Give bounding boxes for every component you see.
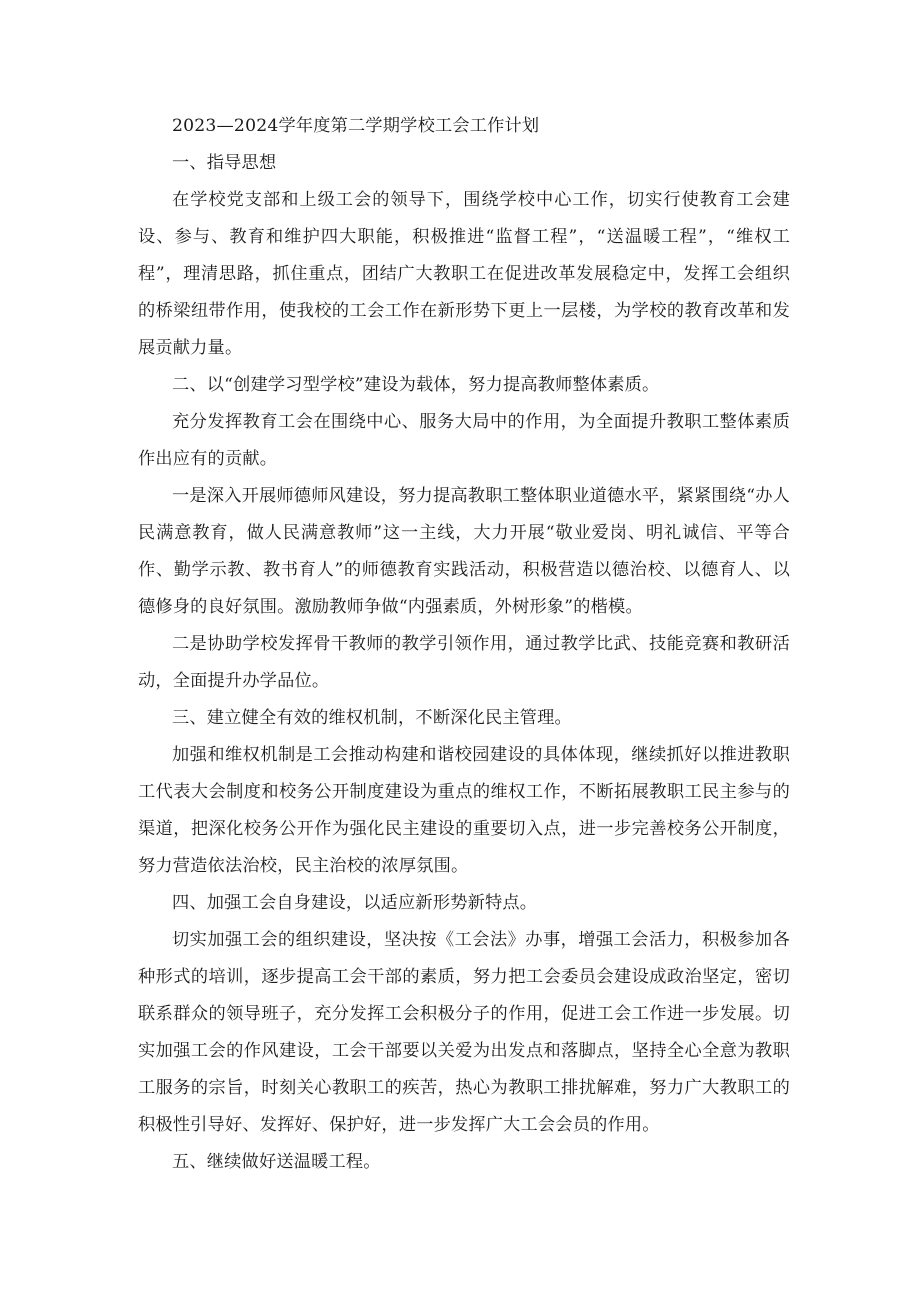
document-body — [138, 108, 790, 1181]
section-heading-warmth-project: 五、继续做好送温暖工程。 — [172, 1152, 381, 1172]
paragraph: 在学校党支部和上级工会的领导下，围绕学校中心工作，切实行使教育工会建设、参与、教育和维护四大职能，积极推进“监督工程”，“送温暖工程”，“维权工程”，理清思路，抓住重点，团结广大教职工在促进改革发展稳定中，发挥工会组织的桥梁纽带作用，使我校的工会工作在新形势下更上一层楼，为学校的教育改革和发展贡献力量。 — [138, 190, 790, 358]
paragraph: 加强和维权机制是工会推动构建和谐校园建设的具体体现，继续抓好以推进教职工代表大会制度和校务公开制度建设为重点的维权工作，不断拓展教职工民主参与的渠道，把深化校务公开作为强化民主建设的重要切入点，进一步完善校务公开制度，努力营造依法治校，民主治校的浓厚氛围。 — [138, 745, 790, 876]
section-heading-union-building: 四、加强工会自身建设，以适应新形势新特点。 — [172, 893, 538, 913]
section-heading-rights-mechanism: 三、建立健全有效的维权机制，不断深化民主管理。 — [172, 708, 572, 728]
document-title: 2023—2024学年度第二学期学校工会工作计划 — [172, 116, 540, 136]
paragraph: 一是深入开展师德师风建设，努力提高教职工整体职业道德水平，紧紧围绕“办人民满意教育，做人民满意教师”这一主线，大力开展“敬业爱岗、明礼诚信、平等合作、勤学示教、教书育人”的师德教育实践活动，积极营造以德治校、以德育人、以德修身的良好氛围。激励教师争做“内强素质，外树形象”的楷模。 — [138, 486, 790, 617]
paragraph: 切实加强工会的组织建设，坚决按《工会法》办事，增强工会活力，积极参加各种形式的培训，逐步提高工会干部的素质，努力把工会委员会建设成政治坚定，密切联系群众的领导班子，充分发挥工会积极分子的作用，促进工会工作进一步发展。切实加强工会的作风建设，工会干部要以关爱为出发点和落脚点，坚持全心全意为教职工服务的宗旨，时刻关心教职工的疾苦，热心为教职工排扰解难，努力广大教职工的积极性引导好、发挥好、保护好，进一步发挥广大工会会员的作用。 — [138, 930, 790, 1135]
paragraph: 充分发挥教育工会在围绕中心、服务大局中的作用，为全面提升教职工整体素质作出应有的贡献。 — [138, 412, 790, 469]
section-heading-learning-school: 二、以“创建学习型学校”建设为载体，努力提高教师整体素质。 — [172, 375, 660, 395]
section-heading-guiding-ideology: 一、指导思想 — [172, 153, 277, 173]
paragraph: 二是协助学校发挥骨干教师的教学引领作用，通过教学比武、技能竞赛和教研活动，全面提升办学品位。 — [138, 634, 790, 691]
